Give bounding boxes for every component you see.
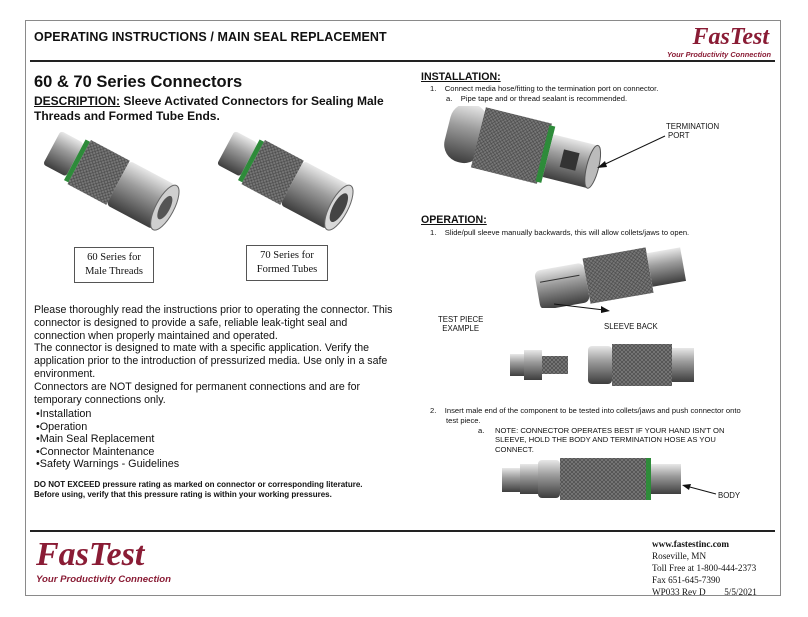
termination-label-line1: TERMINATION	[666, 122, 720, 131]
doc-date: 5/5/2021	[724, 587, 757, 597]
test-piece-label-line2: EXAMPLE	[442, 324, 480, 333]
operation-note	[495, 426, 724, 454]
warning-line: DO NOT EXCEED pressure rating as marked on connector or corresponding literature.	[34, 480, 363, 489]
series-70-label-line2: Formed Tubes	[256, 264, 318, 275]
fastest-logo-top	[655, 24, 775, 64]
footer-divider	[30, 530, 775, 532]
operation-step-2: 2. Insert male end of the component to be tested into collets/jaws and push connector onto	[430, 406, 741, 415]
series-60-label-line1: 60 Series for	[87, 252, 141, 263]
warning-line: Before using, verify that this pressure rating is within your working pressures.	[34, 490, 332, 499]
series-60-label	[74, 247, 154, 283]
contact-toll-free: Toll Free at 1-800-444-2373	[652, 563, 757, 573]
operation-step-2-cont: test piece.	[446, 416, 481, 425]
list-item: • Connector Maintenance	[36, 446, 179, 459]
operation-heading: OPERATION:	[421, 214, 487, 226]
termination-port-label	[666, 122, 719, 140]
description-label: DESCRIPTION:	[34, 94, 121, 108]
body-label: BODY	[718, 491, 741, 500]
list-item: • Operation	[36, 421, 179, 434]
logo-wordmark: FasTest	[36, 536, 145, 573]
installation-heading: INSTALLATION:	[421, 71, 501, 83]
sleeve-back-image	[530, 244, 690, 308]
note-line: CONNECT.	[495, 444, 534, 454]
doc-revision: WP033 Rev D	[652, 587, 706, 597]
series-70-label-line1: 70 Series for	[260, 250, 314, 261]
termination-port-arrow	[595, 132, 675, 172]
contact-city: Roseville, MN	[652, 551, 707, 561]
series-70-connector-image	[208, 128, 368, 240]
list-item: • Safety Warnings - Guidelines	[36, 458, 179, 471]
body-arrow	[680, 482, 720, 498]
note-line: SLEEVE, HOLD THE BODY AND TERMINATION HOSE AS YOU	[495, 435, 716, 445]
contact-block	[652, 538, 757, 598]
fastest-logo-bottom	[36, 536, 186, 588]
header-divider	[30, 60, 775, 62]
install-step-1a: a. Pipe tape and or thread sealant is recommended.	[446, 94, 628, 103]
intro-paragraphs	[34, 304, 394, 406]
install-step-1: 1. Connect media hose/fitting to the termination port on connector.	[430, 84, 659, 93]
pressure-warning	[34, 480, 406, 500]
logo-wordmark: FasTest	[692, 24, 769, 50]
note-line: NOTE: CONNECTOR OPERATES BEST IF YOUR HAND ISN'T ON	[495, 426, 725, 435]
page-title: 60 & 70 Series Connectors	[34, 73, 243, 91]
intro-paragraph: Connectors are NOT designed for permanent connections and are for temporary connections only.	[34, 380, 361, 406]
contents-list	[36, 408, 179, 471]
test-piece-label	[438, 315, 483, 333]
intro-paragraph: Please thoroughly read the instructions prior to operating the connector. This connector is designed to provide a safe, reliable leak-tight seal and connection when properly maintained and operated.	[34, 304, 393, 342]
series-70-label	[246, 245, 328, 281]
series-60-label-line2: Male Threads	[85, 266, 143, 277]
list-item: • Installation	[36, 408, 179, 421]
sleeve-back-label: SLEEVE BACK	[604, 322, 658, 331]
termination-label-line2: PORT	[668, 131, 690, 140]
description-text: Sleeve Activated Connectors for Sealing Male Threads and Formed Tube Ends.	[34, 94, 384, 123]
intro-paragraph: The connector is designed to mate with a specific application. Verify the application prior to the introduction of pressurized media. Use only in a safe environment.	[34, 342, 388, 380]
contact-fax: Fax 651-645-7390	[652, 575, 721, 585]
page-header-title: OPERATING INSTRUCTIONS / MAIN SEAL REPLACEMENT	[34, 30, 387, 44]
connected-connector-image	[500, 452, 690, 504]
description	[34, 94, 406, 124]
website-link[interactable]: www.fastestinc.com	[652, 539, 730, 549]
operation-step-1: 1. Slide/pull sleeve manually backwards, this will allow collets/jaws to open.	[430, 228, 690, 237]
note-marker: a.	[478, 426, 485, 435]
doc-revision-line	[652, 586, 757, 598]
logo-tagline: Your Productivity Connection	[36, 574, 172, 585]
test-piece-label-line1: TEST PIECE	[438, 315, 484, 324]
series-60-connector-image	[34, 128, 194, 240]
list-item: • Main Seal Replacement	[36, 433, 179, 446]
test-piece-and-connector-image	[506, 338, 706, 390]
sleeve-back-arrow	[552, 300, 612, 316]
logo-tagline: Your Productivity Connection	[666, 50, 771, 59]
